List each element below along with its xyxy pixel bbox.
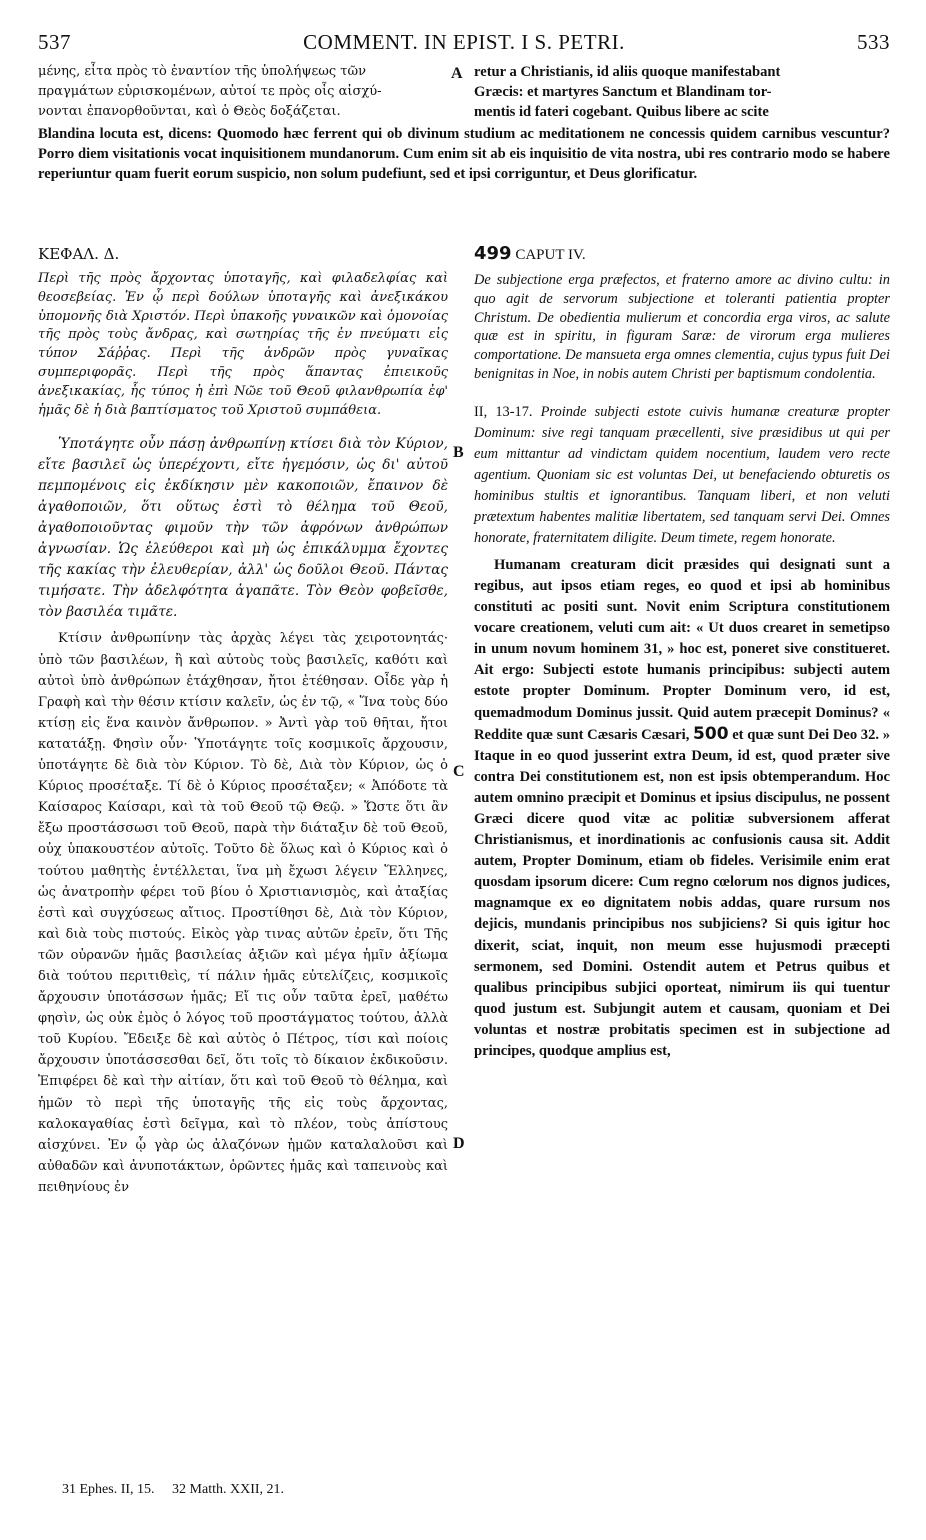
column-number-499: 499	[474, 243, 512, 264]
footnote-32: 32 Matth. XXII, 21.	[172, 1482, 285, 1497]
scripture-greek: Ὑποτάγητε οὖν πάσῃ ἀνθρωπίνῃ κτίσει διὰ τὸν Κύριον, εἴτε βασιλεῖ ὡς ὑπερέχοντι, εἴτε ἡγεμόσιν, ὡς δι' αὐτοῦ πεμπομένοις εἰς ἐκδίκησιν μὲν κακοποιῶν, ἔπαινον δὲ ἀγαθοποιῶν, ὅτι οὕτως ἐστὶ τὸ θέλημα τοῦ Θεοῦ, ἀγαθοποιοῦντας φιμοῦν τὴν τῶν ἀφρόνων ἀνθρώπων ἀγνωσίαν. Ὡς ἐλεύθεροι καὶ μὴ ὡς ἐπικάλυμμα ἔχοντες τῆς κακίας τὴν ἐλευθερίαν, ἀλλ' ὡς δοῦλοι Θεοῦ. Πάντας τιμήσατε. Τὴν ἀδελφότητα ἀγαπᾶτε. Τὸν Θεὸν φοβεῖσθε, τὸν βασιλέα τιμᾶτε.	[38, 436, 448, 621]
top-greek-block	[38, 62, 448, 122]
scripture-reference: II, 13-17.	[474, 403, 533, 420]
scripture-latin-text: Proinde subjecti estote cuivis humanæ creaturæ propter Dominum: sive regi tanquam præcellenti, sive præsidibus ut qui per eum mittantur ad vindictam quidem nocentium, laudem vero recte agentium. Quoniam sic est voluntas Dei, ut benefaciendo obturetis os hominibus stultis et ignorantibus. Tanquam liberi, et non veluti prætextum habentes malitiæ libertatem, sed tanquam servi Dei. Omnes honorate, fraternitatem diligite. Deum timete, regem honorate.	[474, 403, 890, 546]
margin-letter-a: A	[451, 65, 463, 82]
right-page-number: 533	[857, 30, 890, 54]
commentary-latin-part-b: et quæ sunt Dei Deo 32. » Itaque in eo quod jusserint extra Deum, id est, quod præter sive contra Dei constitutionem est, non est ipsis obtemperandum. Hoc autem omnino præcipit et Dominus et ipsius discipulus, ne possent Græci dicere quod vitæ ac politiæ subversionem afferat Christianismus, et inordinationis ac confusionis causa sit. Addit autem, Propter Dominum, etiam ob fideles. Verisimile enim erat quosdam ipsorum dicere: Cum regno cœlorum nos dignos judices, magnamque ex eo dignitatem nobis addas, quare rursum nos dejicis, mundanis principibus nos subjiciens? Si quis igitur hoc dixerit, sciat, inquit, non meum esse hujusmodi præcepti sermonem, sed Domini. Ostendit autem et Petrus quibus et qualibus principibus subjici oporteat, nimirum iis qui tuentur quod justum est. Subjungit autem et causam, quoniam et Dei voluntas et nostræ probitatis specimen est in subjectione ad principes, quodque amplius est,	[474, 726, 890, 1060]
chapter-summary-greek: Περὶ τῆς πρὸς ἄρχοντας ὑποταγῆς, καὶ φιλαδελφίας καὶ θεοσεβείας. Ἐν ᾧ περὶ δούλων ὑποταγῆς καὶ ἀνεξικάκου ὑπομονῆς διὰ Χριστόν. Περὶ ὑπακοῆς γυναικῶν καὶ ὁμονοίας τῆς πρὸς τοὺς ἄνδρας, καὶ σωτηρίας τῆς ἐν πνεύματι εἰς τύπον Σάῤῥας. Περὶ τῆς ἀνδρῶν πρὸς γυναῖκας συμπεριφορᾶς. Περὶ τῆς πρὸς ἅπαντας ἐπιεικοῦς ἀνεξικακίας, ἧς τύπος ἡ ἐπὶ Νῶε τοῦ Θεοῦ φιλανθρωπία ἐφ' ἡμᾶς δὲ ἡ διὰ βαπτίσματος τοῦ Χριστοῦ συμπάθεια.	[38, 271, 448, 418]
left-column	[38, 244, 448, 1198]
margin-letter-d: D	[453, 1135, 465, 1152]
left-page-number: 537	[38, 30, 71, 54]
full-width-latin-block	[38, 124, 890, 184]
commentary-greek: Κτίσιν ἀνθρωπίνην τὰς ἀρχὰς λέγει τὰς χειροτονητάς· ὑπὸ τῶν βασιλέων, ἢ καὶ αὐτοὺς τοὺς βασιλεῖς, καθότι καὶ αὐτοὶ ὑπὸ ἀνθρώπων ἐτάχθησαν, ἤτοι ἐτέθησαν. Οἶδε γὰρ ἡ Γραφὴ καὶ τὴν θέσιν κτίσιν καλεῖν, ὡς ἐν τῷ, « Ἵνα τοὺς δύο κτίσῃ εἰς ἕνα καινὸν ἄνθρωπον. » Ἀντὶ γὰρ τοῦ θῆται, ἤτοι κατατάξῃ. Φησὶν οὖν· Ὑποτάγητε τοῖς κοσμικοῖς ἄρχουσιν, ὑποτάγητε δὲ διὰ τὸν Κύριον. Τὸ δὲ, Διὰ τὸν Κύριον, ὡς ὁ Κύριος προσέταξε. Τί δὲ ὁ Κύριος προσέταξεν; « Ἀπόδοτε τὰ Καίσαρος Καίσαρι, καὶ τὰ τοῦ Θεοῦ τῷ Θεῷ. » Ὥστε ὅτι ἂν ἔξω προστάσσωσι τοῦ Θεοῦ, παρὰ τὴν διάταξιν δὲ τοῦ Θεοῦ, οὐχ ὑπακουστέον αὐτοῖς. Τοῦτο δὲ ὅλως καὶ ὁ Κύριος καὶ ὁ τούτου μαθητὴς ἐντέλλεται, ἵνα μὴ ἔχωσι λέγειν Ἕλληνες, ὡς ἀνατροπὴν φέρει τοῦ βίου ὁ Χριστιανισμὸς, καὶ ἀταξίας ἐστὶ καὶ συγχύσεως αἴτιος. Προστίθησι δὲ, Διὰ τὸν Κύριον, καὶ διὰ τοὺς πιστούς. Εἰκὸς γὰρ τινας αὐτῶν ἐρεῖν, ὅτι Τῆς τῶν οὐρανῶν ἡμᾶς βασιλείας ἀξιῶν καὶ μέγα ἡμῖν ἀξίωμα διὰ τούτου περιτιθεὶς, τί πάλιν ἡμᾶς εὐτελίζεις, κοσμικοῖς ἄρχουσιν ὑποτάσσων ἡμᾶς; Εἴ τις οὖν ταῦτα ἐρεῖ, μαθέτω φησὶν, ὡς οὐκ ἐμὸς ὁ λόγος τοῦ προστάγματος τούτου, ἀλλὰ τοῦ Κυρίου. Ἔδειξε δὲ καὶ αὐτὸς ὁ Πέτρος, τίσι καὶ ποίοις ἄρχουσιν ὑποτάσσεσθαι δεῖ, ὅτι τοῖς τὸ δίκαιον ἐκδικοῦσιν. Ἐπιφέρει δὲ καὶ τὴν αἰτίαν, ὅτι καὶ τοῦ Θεοῦ τὸ θέλημα, καὶ ἡμῶν τὸ περὶ τῆς ὑποταγῆς τῆς εἰς τοὺς ἄρχοντας, καλοκαγαθίας ἐστὶ δεῖγμα, καὶ τὸ πλέον, τοὺς ἀπίστους αἰσχύνει. Ἐν ᾧ γὰρ ὡς ἀλαζόνων ἡμῶν καταλαλοῦσι καὶ αὐθαδῶν καὶ ἀνυποτάκτων, ὁρῶντες ἡμᾶς καὶ ταπεινοὺς καὶ πειθηνίους ἐν	[38, 631, 448, 1195]
margin-letter-b: B	[453, 444, 464, 461]
full-width-latin-text: Blandina locuta est, dicens: Quomodo hæc ferrent qui ob divinum studium ac meditationem ne concessis quidem carnibus vescuntur? Porro diem visitationis vocat inquisitionem mundanorum. Cum enim sit ab eis inquisitio de vita nostra, ubi res contrario modo se habere reperiuntur quam fuerit eorum suspicio, non solum pudefiunt, sed et ipsi corriguntur, et Deus glorificatur.	[38, 126, 890, 183]
chapter-heading-latin	[474, 244, 890, 265]
chapter-title: CAPUT IV.	[515, 247, 586, 263]
chapter-summary-latin: De subjectione erga præfectos, et fraterno amore ac divino cultu: in quo agit de servorum subjectione et toleranti patientia propter Christum. De obedientia mulierum et concordia erga viros, ac salute quæ est in spiritu, in figuram Saræ: de virorum erga mulieres comportatione. De mansueta erga omnes clementia, cujus typus fuit Dei benignitas in Noe, in nobis autem Christi per baptismum condolentia.	[474, 272, 890, 383]
margin-letter-c: C	[453, 763, 465, 780]
footnotes	[62, 1482, 298, 1498]
greek-line: πραγμάτων εὑρισκομένων, αὐτοί τε πρὸς οἷς αἰσχύ-	[38, 84, 382, 100]
commentary-latin	[474, 555, 890, 1062]
top-latin-block	[474, 62, 890, 122]
latin-line: mentis id fateri cogebant. Quibus libere ac scite	[474, 104, 769, 121]
running-title: COMMENT. IN EPIST. I S. PETRI.	[303, 30, 625, 54]
latin-line: retur a Christianis, id aliis quoque manifestabant	[474, 64, 781, 80]
chapter-heading-greek: ΚΕΦΑΛ. Δ.	[38, 245, 120, 263]
greek-line: νονται ἐπανορθοῦνται, καὶ ὁ Θεὸς δοξάζεται.	[38, 104, 341, 120]
commentary-latin-part-a: Humanam creaturam dicit præsides qui designati sunt a regibus, aut ipsos etiam reges, eo quod et ipsi ab hominibus constituti ac positi sunt. Novit enim Scriptura constitutionem vocare creationem, veluti cum ait: « Ut duos crearet in semetipso in unum novum hominem 31, » hoc est, poneret sive constitueret. Ait ergo: Subjecti estote humanis principibus: subjecti autem estote propter Dominum. Propter Dominum vero, id est, quemadmodum Dominus jussit. Quid autem præcepit Dominus? « Reddite quæ sunt Cæsaris Cæsari,	[474, 556, 890, 743]
column-number-500: 500	[693, 723, 729, 744]
footnote-31: 31 Ephes. II, 15.	[62, 1482, 155, 1497]
greek-line: μένης, εἶτα πρὸς τὸ ἐναντίον τῆς ὑπολήψεως τῶν	[38, 64, 366, 79]
right-column	[474, 244, 890, 1062]
running-head	[38, 30, 890, 60]
scripture-latin	[474, 402, 890, 549]
latin-line: Græcis: et martyres Sanctum et Blandinam tor-	[474, 84, 772, 101]
